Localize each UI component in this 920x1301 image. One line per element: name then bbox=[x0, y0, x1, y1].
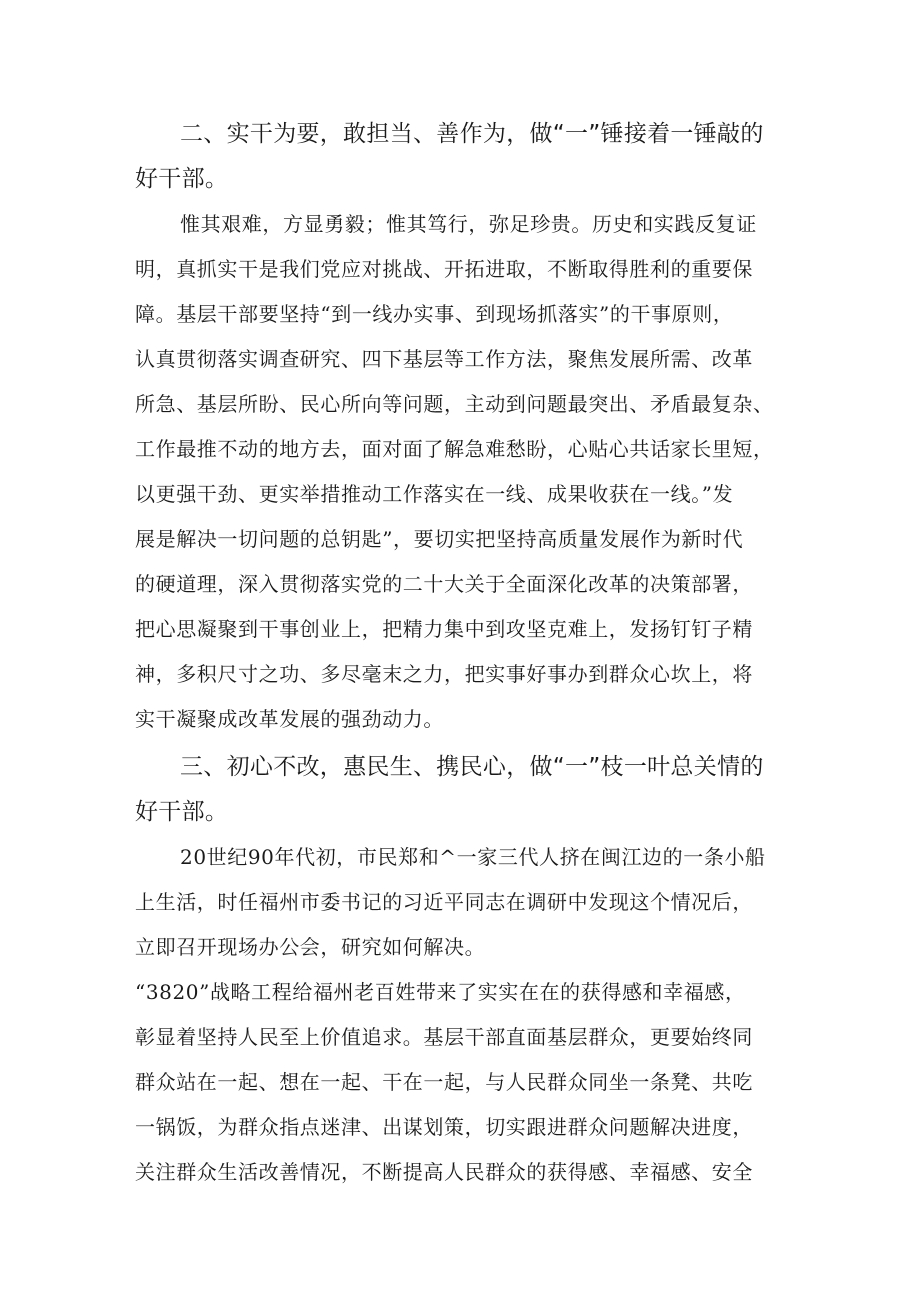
section-3-paragraph-1-line: 立即召开现场办公会，研究如何解决。 bbox=[135, 935, 486, 959]
section-3-paragraph-2-line: 彰显着坚持人民至上价值追求。基层干部直面基层群众，更要始终同 bbox=[135, 1025, 753, 1049]
section-2-paragraph-line: 工作最推不动的地方去，面对面了解急难愁盼，心贴心共话家长里短， bbox=[135, 437, 774, 461]
section-2-paragraph-line: 明，真抓实干是我们党应对挑战、开拓进取，不断取得胜利的重要保 bbox=[135, 257, 753, 281]
section-2-paragraph-line: 认真贯彻落实调查研究、四下基层等工作方法，聚焦发展所需、改革 bbox=[135, 347, 753, 371]
section-2-paragraph-line: 的硬道理，深入贯彻落实党的二十大关于全面深化改革的决策部署， bbox=[135, 572, 753, 596]
section-2-paragraph-line: 惟其艰难，方显勇毅；惟其笃行，弥足珍贵。历史和实践反复证 bbox=[180, 212, 757, 236]
section-3-paragraph-1-line: 上生活，时任福州市委书记的习近平同志在调研中发现这个情况后， bbox=[135, 890, 753, 914]
section-2-paragraph-line: 以更强干劲、更实举措推动工作落实在一线、成果收获在一线。”发 bbox=[135, 482, 734, 506]
section-2-paragraph-line: 神，多积尺寸之功、多尽毫末之力，把实事好事办到群众心坎上，将 bbox=[135, 662, 753, 686]
section-3-heading-line-1: 三、初心不改，惠民生、携民心，做“一”枝一叶总关情的 bbox=[180, 754, 764, 780]
section-3-paragraph-2-line: 群众站在一起、想在一起、干在一起，与人民群众同坐一条凳、共吃 bbox=[135, 1070, 753, 1094]
section-3-heading-line-2: 好干部。 bbox=[135, 799, 229, 825]
section-3-paragraph-2-line: “3820”战略工程给福州老百姓带来了实实在在的获得感和幸福感， bbox=[135, 980, 746, 1004]
section-2-paragraph-line: 所急、基层所盼、民心所向等问题，主动到问题最突出、矛盾最复杂、 bbox=[135, 392, 774, 416]
section-3-paragraph-2-line: 关注群众生活改善情况，不断提高人民群众的获得感、幸福感、安全 bbox=[135, 1160, 753, 1184]
section-2-paragraph-line: 实干凝聚成改革发展的强劲动力。 bbox=[135, 707, 444, 731]
section-3-paragraph-1-line: 20世纪90年代初，市民郑和^一家三代人挤在闽江边的一条小船 bbox=[180, 845, 766, 869]
section-2-heading-line-1: 二、实干为要，敢担当、善作为，做“一”锤接着一锤敲的 bbox=[180, 121, 764, 147]
section-2-paragraph-line: 障。基层干部要坚持“到一线办实事、到现场抓落实”的干事原则， bbox=[135, 302, 734, 326]
section-2-heading-line-2: 好干部。 bbox=[135, 166, 229, 192]
section-2-paragraph-line: 展是解决一切问题的总钥匙”，要切实把坚持高质量发展作为新时代 bbox=[135, 527, 744, 551]
section-3-paragraph-2-line: 一锅饭，为群众指点迷津、出谋划策，切实跟进群众问题解决进度， bbox=[135, 1115, 753, 1139]
section-2-paragraph-line: 把心思凝聚到干事创业上，把精力集中到攻坚克难上，发扬钉钉子精 bbox=[135, 617, 753, 641]
